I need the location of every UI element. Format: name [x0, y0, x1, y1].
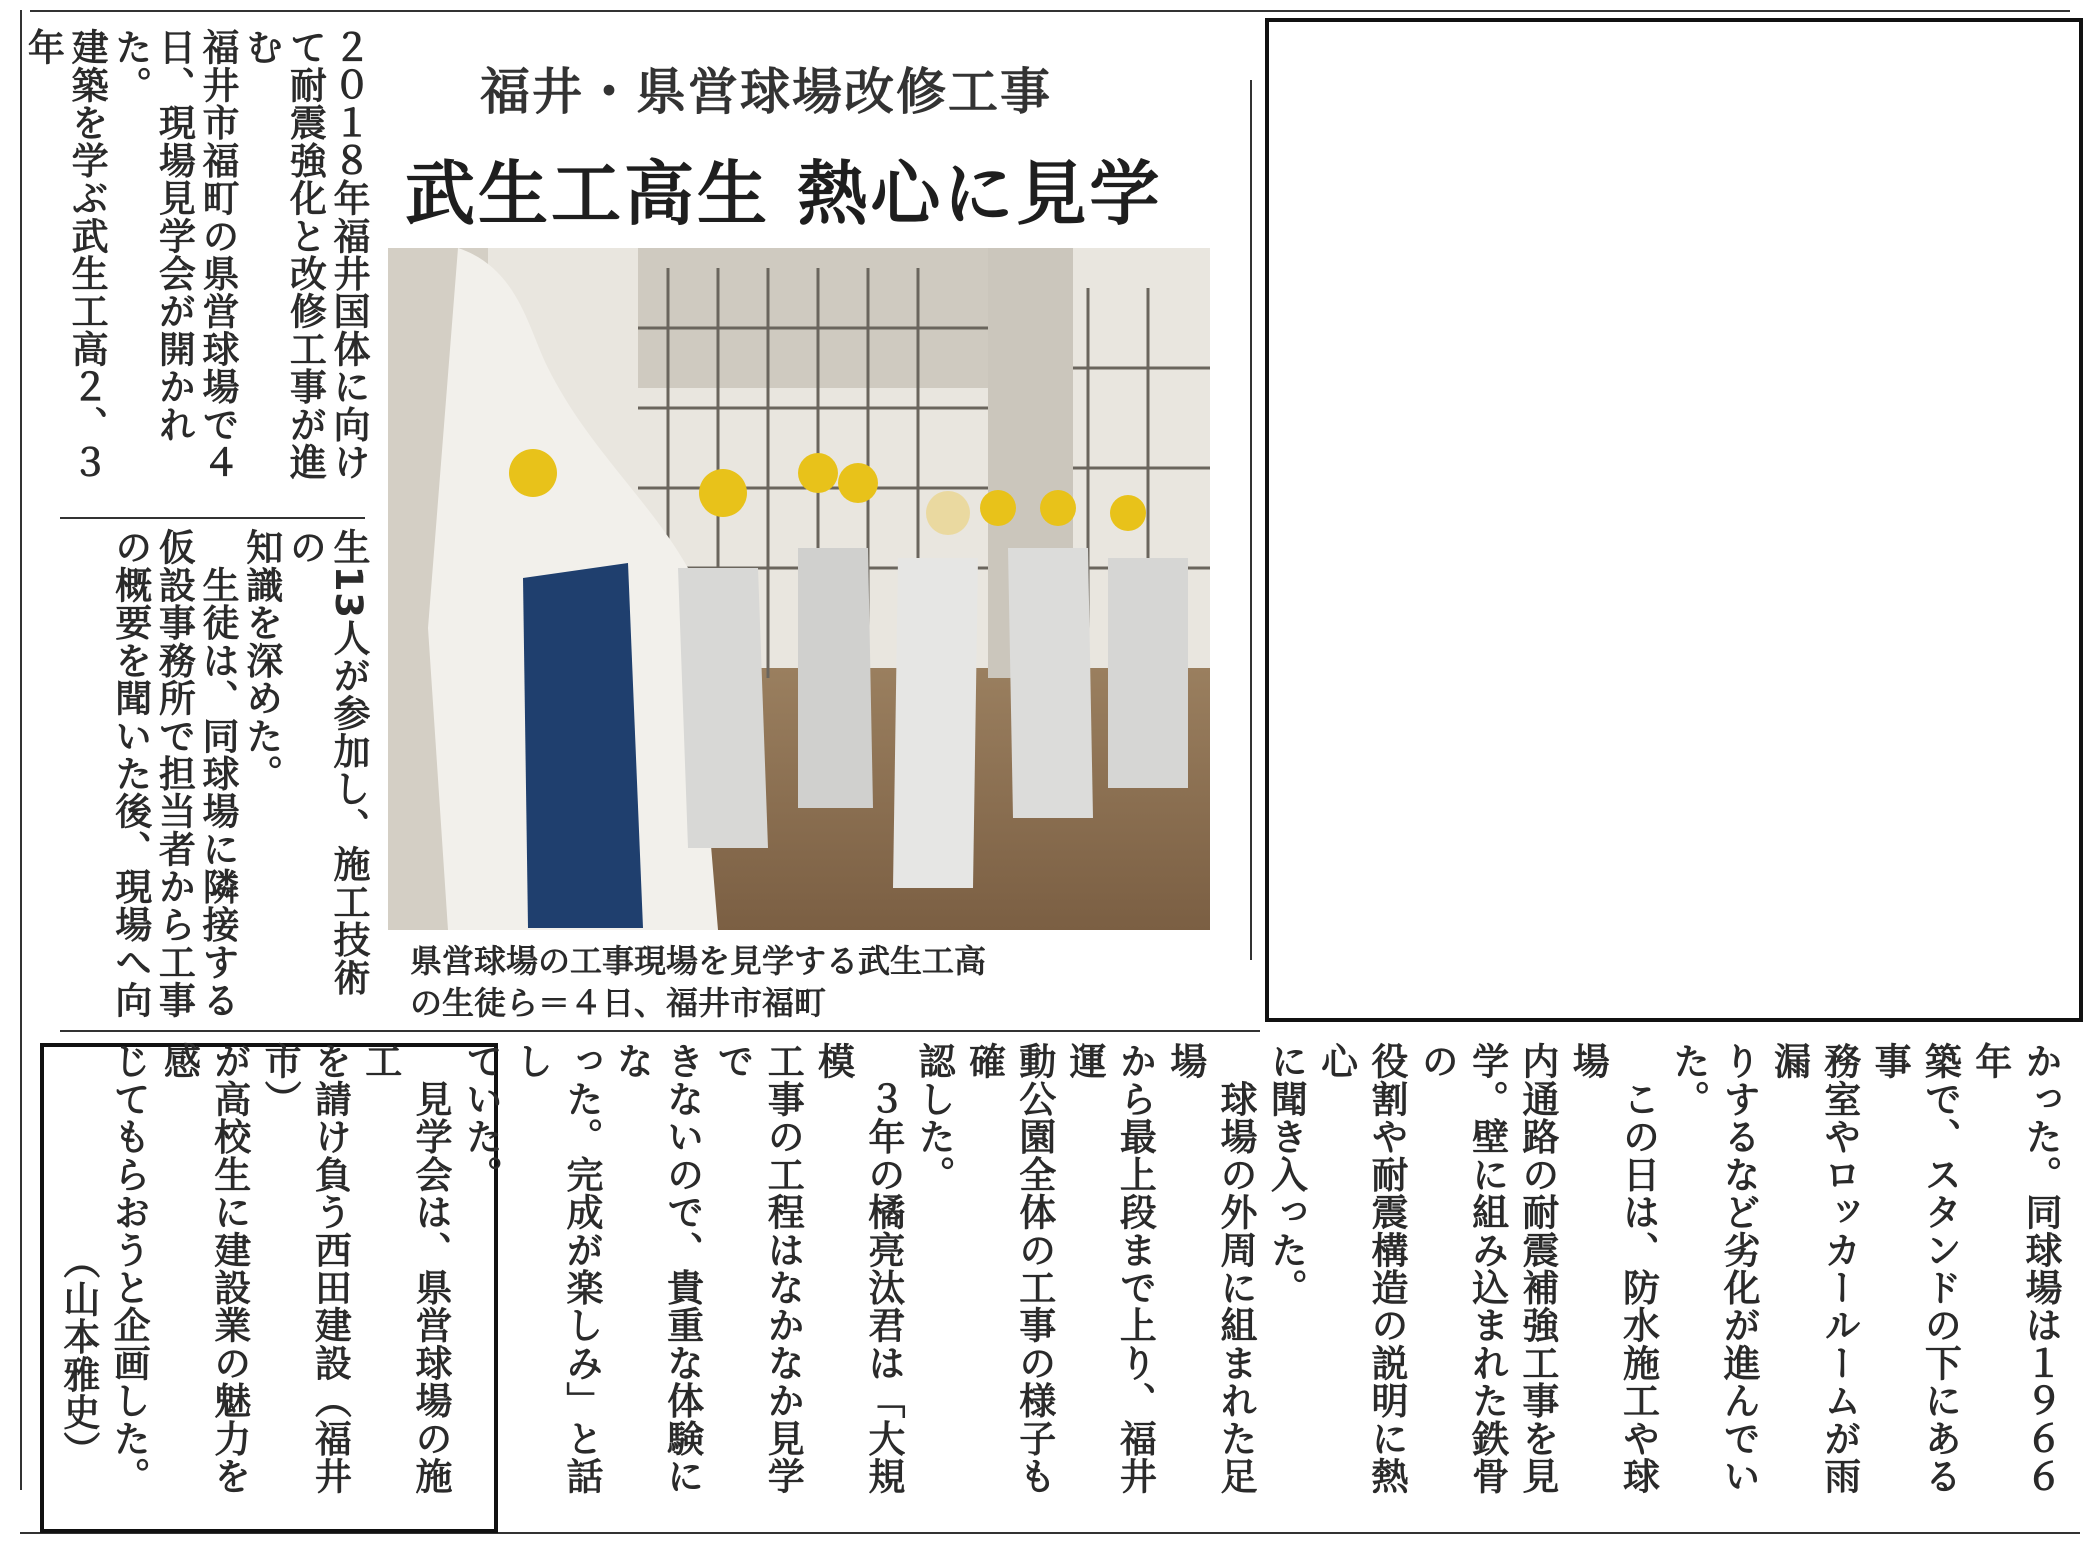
body-line: 動公園全体の工事の様子も確	[962, 1042, 1056, 1495]
body-line: 役割や耐震構造の説明に熱心	[1314, 1042, 1408, 1495]
lead-line: 日、現場見学会が開かれた。	[108, 28, 196, 444]
body-line: りするなど劣化が進んでい	[1717, 1042, 1761, 1495]
article-subheading: 福井・県営球場改修工事	[480, 63, 1052, 121]
body-line: た。	[1666, 1042, 1710, 1118]
body-line: じてもらおうと企画した。	[107, 1042, 151, 1495]
body-line: この日は、防水施工や球場	[1566, 1042, 1660, 1495]
lead-line: ２０１８年福井国体に向け	[327, 28, 370, 481]
article-body	[56, 1042, 2065, 1530]
redacted-box-top-right	[1265, 18, 2083, 1022]
body-line: った。完成が楽しみ」と話し	[509, 1042, 603, 1495]
headline-rule	[1250, 80, 1252, 960]
lead-line: の概要を聞いた後、現場へ向	[108, 528, 152, 1019]
body-line: 球場の外周に組まれた足場	[1163, 1042, 1257, 1495]
section-rule	[60, 1030, 1260, 1032]
body-line: 見学会は、県営球場の施工	[358, 1042, 452, 1495]
photo-caption	[410, 940, 1210, 1024]
body-line: を請け負う西田建設（福井市）	[258, 1042, 352, 1495]
body-line: に聞き入った。	[1264, 1042, 1308, 1307]
lead-line: 生13人が参加し、施工技術の	[283, 528, 370, 997]
body-line: ていた。	[459, 1042, 503, 1193]
lead-continuation	[60, 528, 370, 1028]
top-rule	[30, 10, 2070, 12]
body-line: 工事の工程はなかなか見学で	[710, 1042, 805, 1495]
body-line: から最上段まで上り、福井運	[1063, 1042, 1157, 1495]
lead-divider	[60, 517, 365, 519]
photo-caption-line: 県営球場の工事現場を見学する武生工高	[410, 942, 987, 980]
body-line: 築で、スタンドの下にある事	[1868, 1042, 1962, 1495]
body-line: 認した。	[912, 1042, 956, 1193]
body-line: ３年の橘亮汰君は「大規模	[811, 1042, 905, 1495]
body-line: かった。同球場は１９６６年	[1968, 1042, 2062, 1495]
byline: （山本雅史）	[56, 1242, 100, 1469]
article-headline: 武生工高生 熱心に見学	[405, 152, 1163, 235]
body-line: 学。壁に組み込まれた鉄骨の	[1415, 1042, 1509, 1495]
photo-illustration	[388, 248, 1210, 930]
lead-line: 生徒は、同球場に隣接する	[196, 528, 240, 1019]
lead-line: て耐震強化と改修工事が進む	[239, 28, 327, 481]
body-line: 務室やロッカールームが雨漏	[1767, 1042, 1861, 1495]
lead-line: 知識を深めた。	[239, 528, 283, 793]
lead-line: 仮設事務所で担当者から工事	[152, 528, 196, 1019]
body-line: きないので、貴重な体験にな	[610, 1042, 704, 1495]
lead-paragraph	[21, 28, 370, 516]
photo-caption-line: の生徒ら＝４日、福井市福町	[410, 984, 827, 1023]
news-photo	[388, 248, 1210, 930]
lead-line: 建築を学ぶ武生工高２、３年	[21, 28, 109, 481]
body-line: が高校生に建設業の魅力を感	[157, 1042, 251, 1495]
lead-line: 福井市福町の県営球場で４	[196, 28, 240, 481]
body-line: 内通路の耐震補強工事を見	[1515, 1042, 1559, 1495]
